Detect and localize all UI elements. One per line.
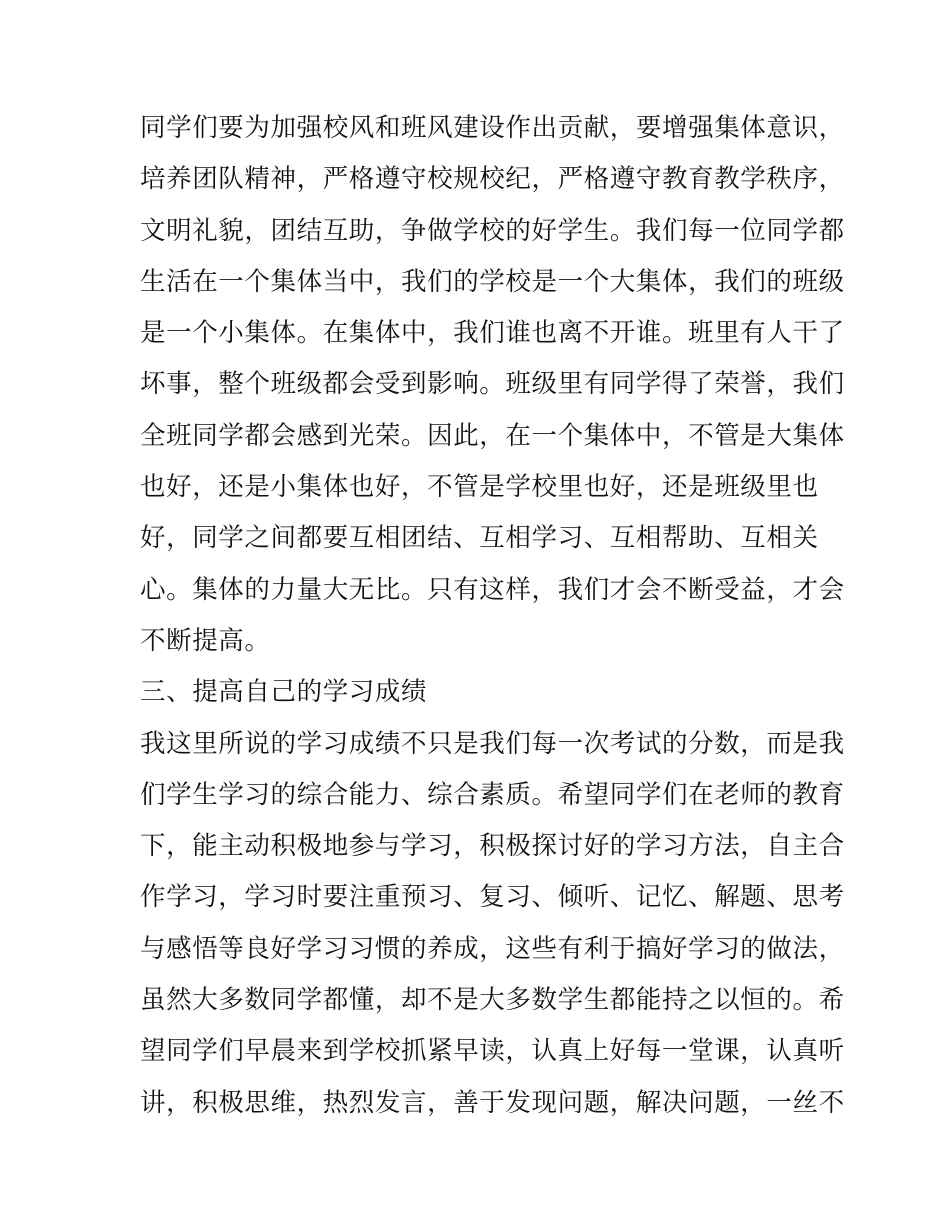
body-text — [140, 103, 845, 1129]
text-line: 虽然大多数同学都懂，却不是大多数学生都能持之以恒的。希 — [140, 985, 845, 1016]
text-line: 生活在一个集体当中，我们的学校是一个大集体，我们的班级 — [140, 266, 845, 297]
text-line: 作学习，学习时要注重预习、复习、倾听、记忆、解题、思考 — [140, 882, 845, 913]
text-line: 同学们要为加强校风和班风建设作出贡献，要增强集体意识， — [140, 113, 845, 143]
text-line: 好，同学之间都要互相团结、互相学习、互相帮助、互相关 — [140, 523, 819, 554]
section-heading: 三、提高自己的学习成绩 — [140, 677, 428, 708]
text-line: 也好，还是小集体也好，不管是学校里也好，还是班级里也 — [140, 472, 819, 503]
text-line: 们学生学习的综合能力、综合素质。希望同学们在老师的教育 — [140, 779, 845, 810]
text-line: 心。集体的力量大无比。只有这样，我们才会不断受益，才会 — [140, 574, 845, 605]
text-line: 是一个小集体。在集体中，我们谁也离不开谁。班里有人干了 — [140, 318, 845, 349]
text-line: 我这里所说的学习成绩不只是我们每一次考试的分数，而是我 — [140, 728, 845, 759]
text-line: 全班同学都会感到光荣。因此，在一个集体中，不管是大集体 — [140, 420, 845, 451]
text-line: 望同学们早晨来到学校抓紧早读，认真上好每一堂课，认真听 — [140, 1036, 845, 1067]
text-line: 培养团队精神，严格遵守校规校纪，严格遵守教育教学秩序， — [140, 164, 845, 195]
text-line: 与感悟等良好学习习惯的养成，这些有利于搞好学习的做法， — [140, 933, 845, 964]
text-line: 讲，积极思维，热烈发言，善于发现问题，解决问题，一丝不 — [140, 1087, 845, 1118]
text-line: 文明礼貌，团结互助，争做学校的好学生。我们每一位同学都 — [140, 215, 845, 246]
text-line: 下，能主动积极地参与学习，积极探讨好的学习方法，自主合 — [140, 831, 845, 862]
text-line: 坏事，整个班级都会受到影响。班级里有同学得了荣誉，我们 — [140, 369, 845, 400]
text-line: 不断提高。 — [140, 625, 271, 656]
